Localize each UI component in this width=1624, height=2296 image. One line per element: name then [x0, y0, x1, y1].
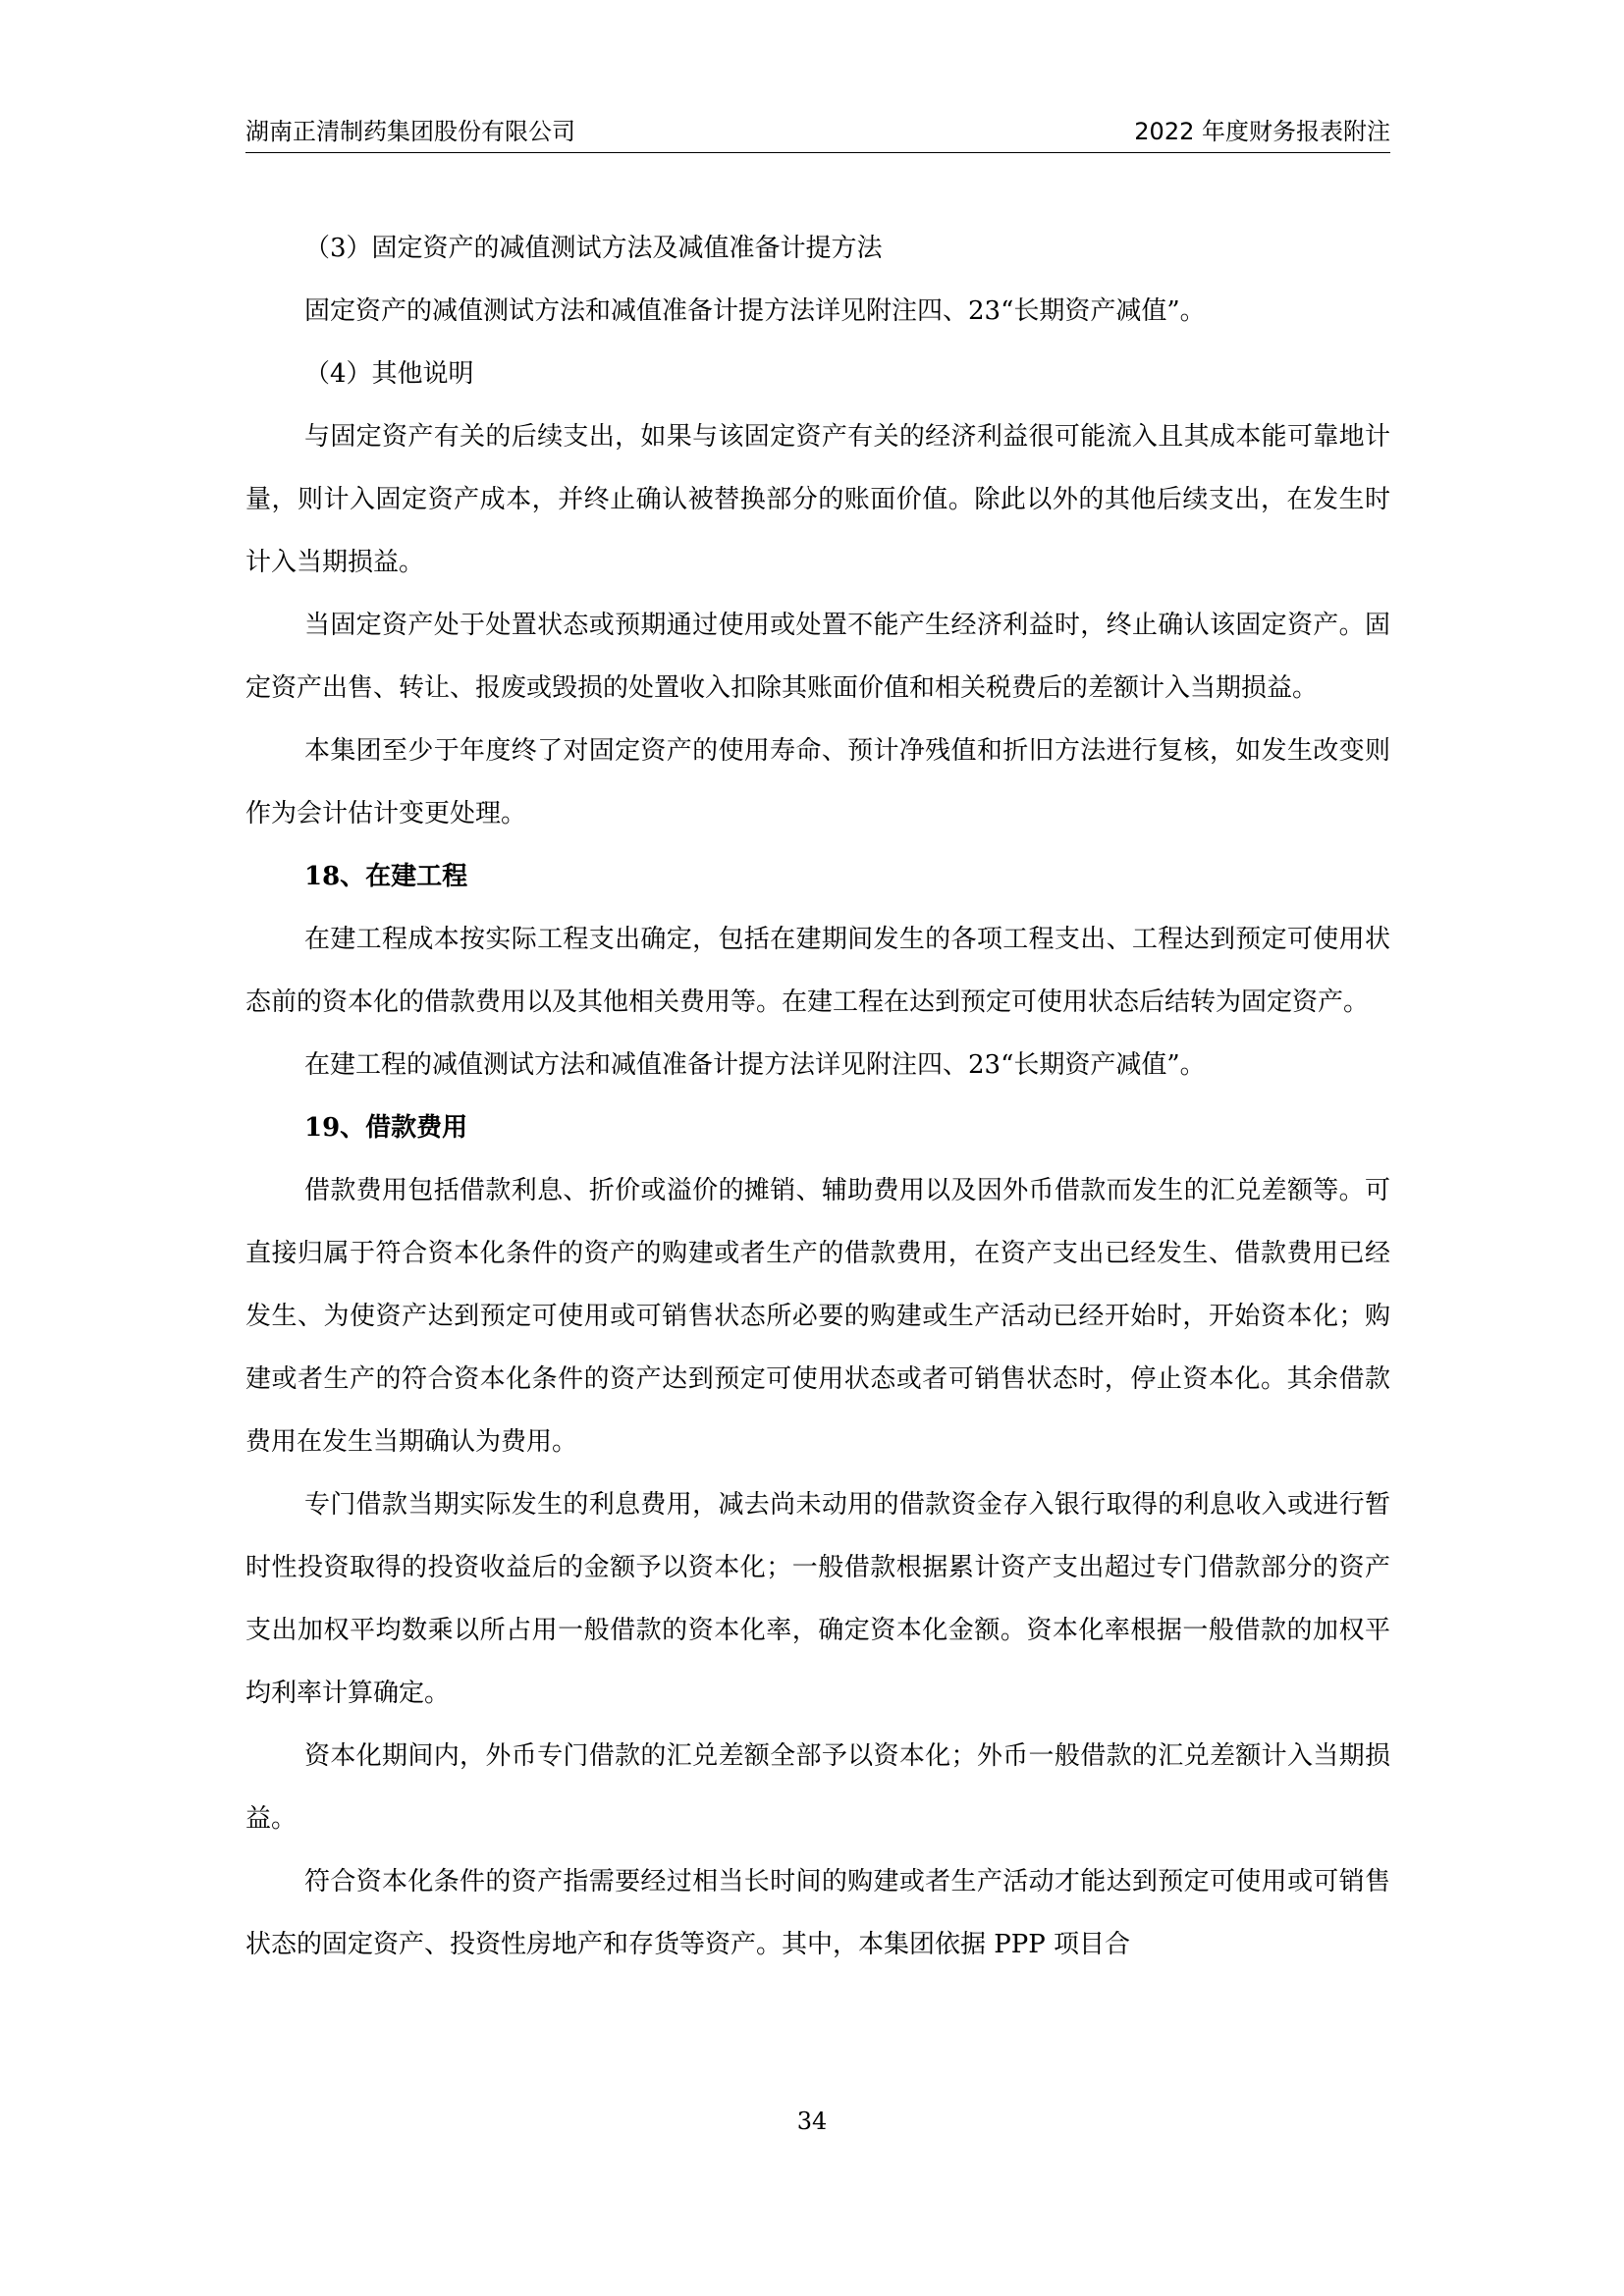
header-divider — [245, 152, 1390, 153]
subsection-heading: （4）其他说明 — [304, 359, 474, 389]
body-paragraph: 在建工程的减值测试方法和减值准备计提方法详见附注四、23“长期资产减值”。 — [304, 1050, 1206, 1080]
page-number: 34 — [796, 2108, 828, 2135]
body-paragraph: 固定资产的减值测试方法和减值准备计提方法详见附注四、23“长期资产减值”。 — [304, 296, 1206, 326]
page-body — [245, 217, 1390, 1976]
body-paragraph: 当固定资产处于处置状态或预期通过使用或处置不能产生经济利益时，终止确认该固定资产。固定资产出售、转让、报废或毁损的处置收入扣除其账面价值和相关税费后的差额计入当期损益。 — [245, 611, 1390, 703]
section-heading: 19、借款费用 — [304, 1113, 468, 1143]
body-paragraph: 与固定资产有关的后续支出，如果与该固定资产有关的经济利益很可能流入且其成本能可靠地计量，则计入固定资产成本，并终止确认被替换部分的账面价值。除此以外的其他后续支出，在发生时计入当期损益。 — [245, 422, 1390, 577]
body-paragraph: 本集团至少于年度终了对固定资产的使用寿命、预计净残值和折旧方法进行复核，如发生改变则作为会计估计变更处理。 — [245, 736, 1390, 828]
body-paragraph: 专门借款当期实际发生的利息费用，减去尚未动用的借款资金存入银行取得的利息收入或进行暂时性投资取得的投资收益后的金额予以资本化；一般借款根据累计资产支出超过专门借款部分的资产支出加权平均数乘以所占用一般借款的资本化率，确定资本化金额。资本化率根据一般借款的加权平均利率计算确定。 — [245, 1490, 1390, 1708]
body-paragraph: 借款费用包括借款利息、折价或溢价的摊销、辅助费用以及因外币借款而发生的汇兑差额等。可直接归属于符合资本化条件的资产的购建或者生产的借款费用，在资产支出已经发生、借款费用已经发生、为使资产达到预定可使用或可销售状态所必要的购建或生产活动已经开始时，开始资本化；购建或者生产的符合资本化条件的资产达到预定可使用状态或者可销售状态时，停止资本化。其余借款费用在发生当期确认为费用。 — [245, 1176, 1390, 1457]
header-report-title: 2022 年度财务报表附注 — [1134, 118, 1390, 145]
header-company-name: 湖南正清制药集团股份有限公司 — [245, 118, 575, 145]
body-paragraph: 资本化期间内，外币专门借款的汇兑差额全部予以资本化；外币一般借款的汇兑差额计入当期损益。 — [245, 1741, 1390, 1834]
section-heading: 18、在建工程 — [304, 862, 468, 891]
subsection-heading: （3）固定资产的减值测试方法及减值准备计提方法 — [304, 234, 883, 263]
body-paragraph: 符合资本化条件的资产指需要经过相当长时间的购建或者生产活动才能达到预定可使用或可销售状态的固定资产、投资性房地产和存货等资产。其中，本集团依据 PPP 项目合 — [245, 1867, 1390, 1959]
page-header — [245, 111, 1390, 152]
body-paragraph: 在建工程成本按实际工程支出确定，包括在建期间发生的各项工程支出、工程达到预定可使用状态前的资本化的借款费用以及其他相关费用等。在建工程在达到预定可使用状态后结转为固定资产。 — [245, 925, 1390, 1017]
